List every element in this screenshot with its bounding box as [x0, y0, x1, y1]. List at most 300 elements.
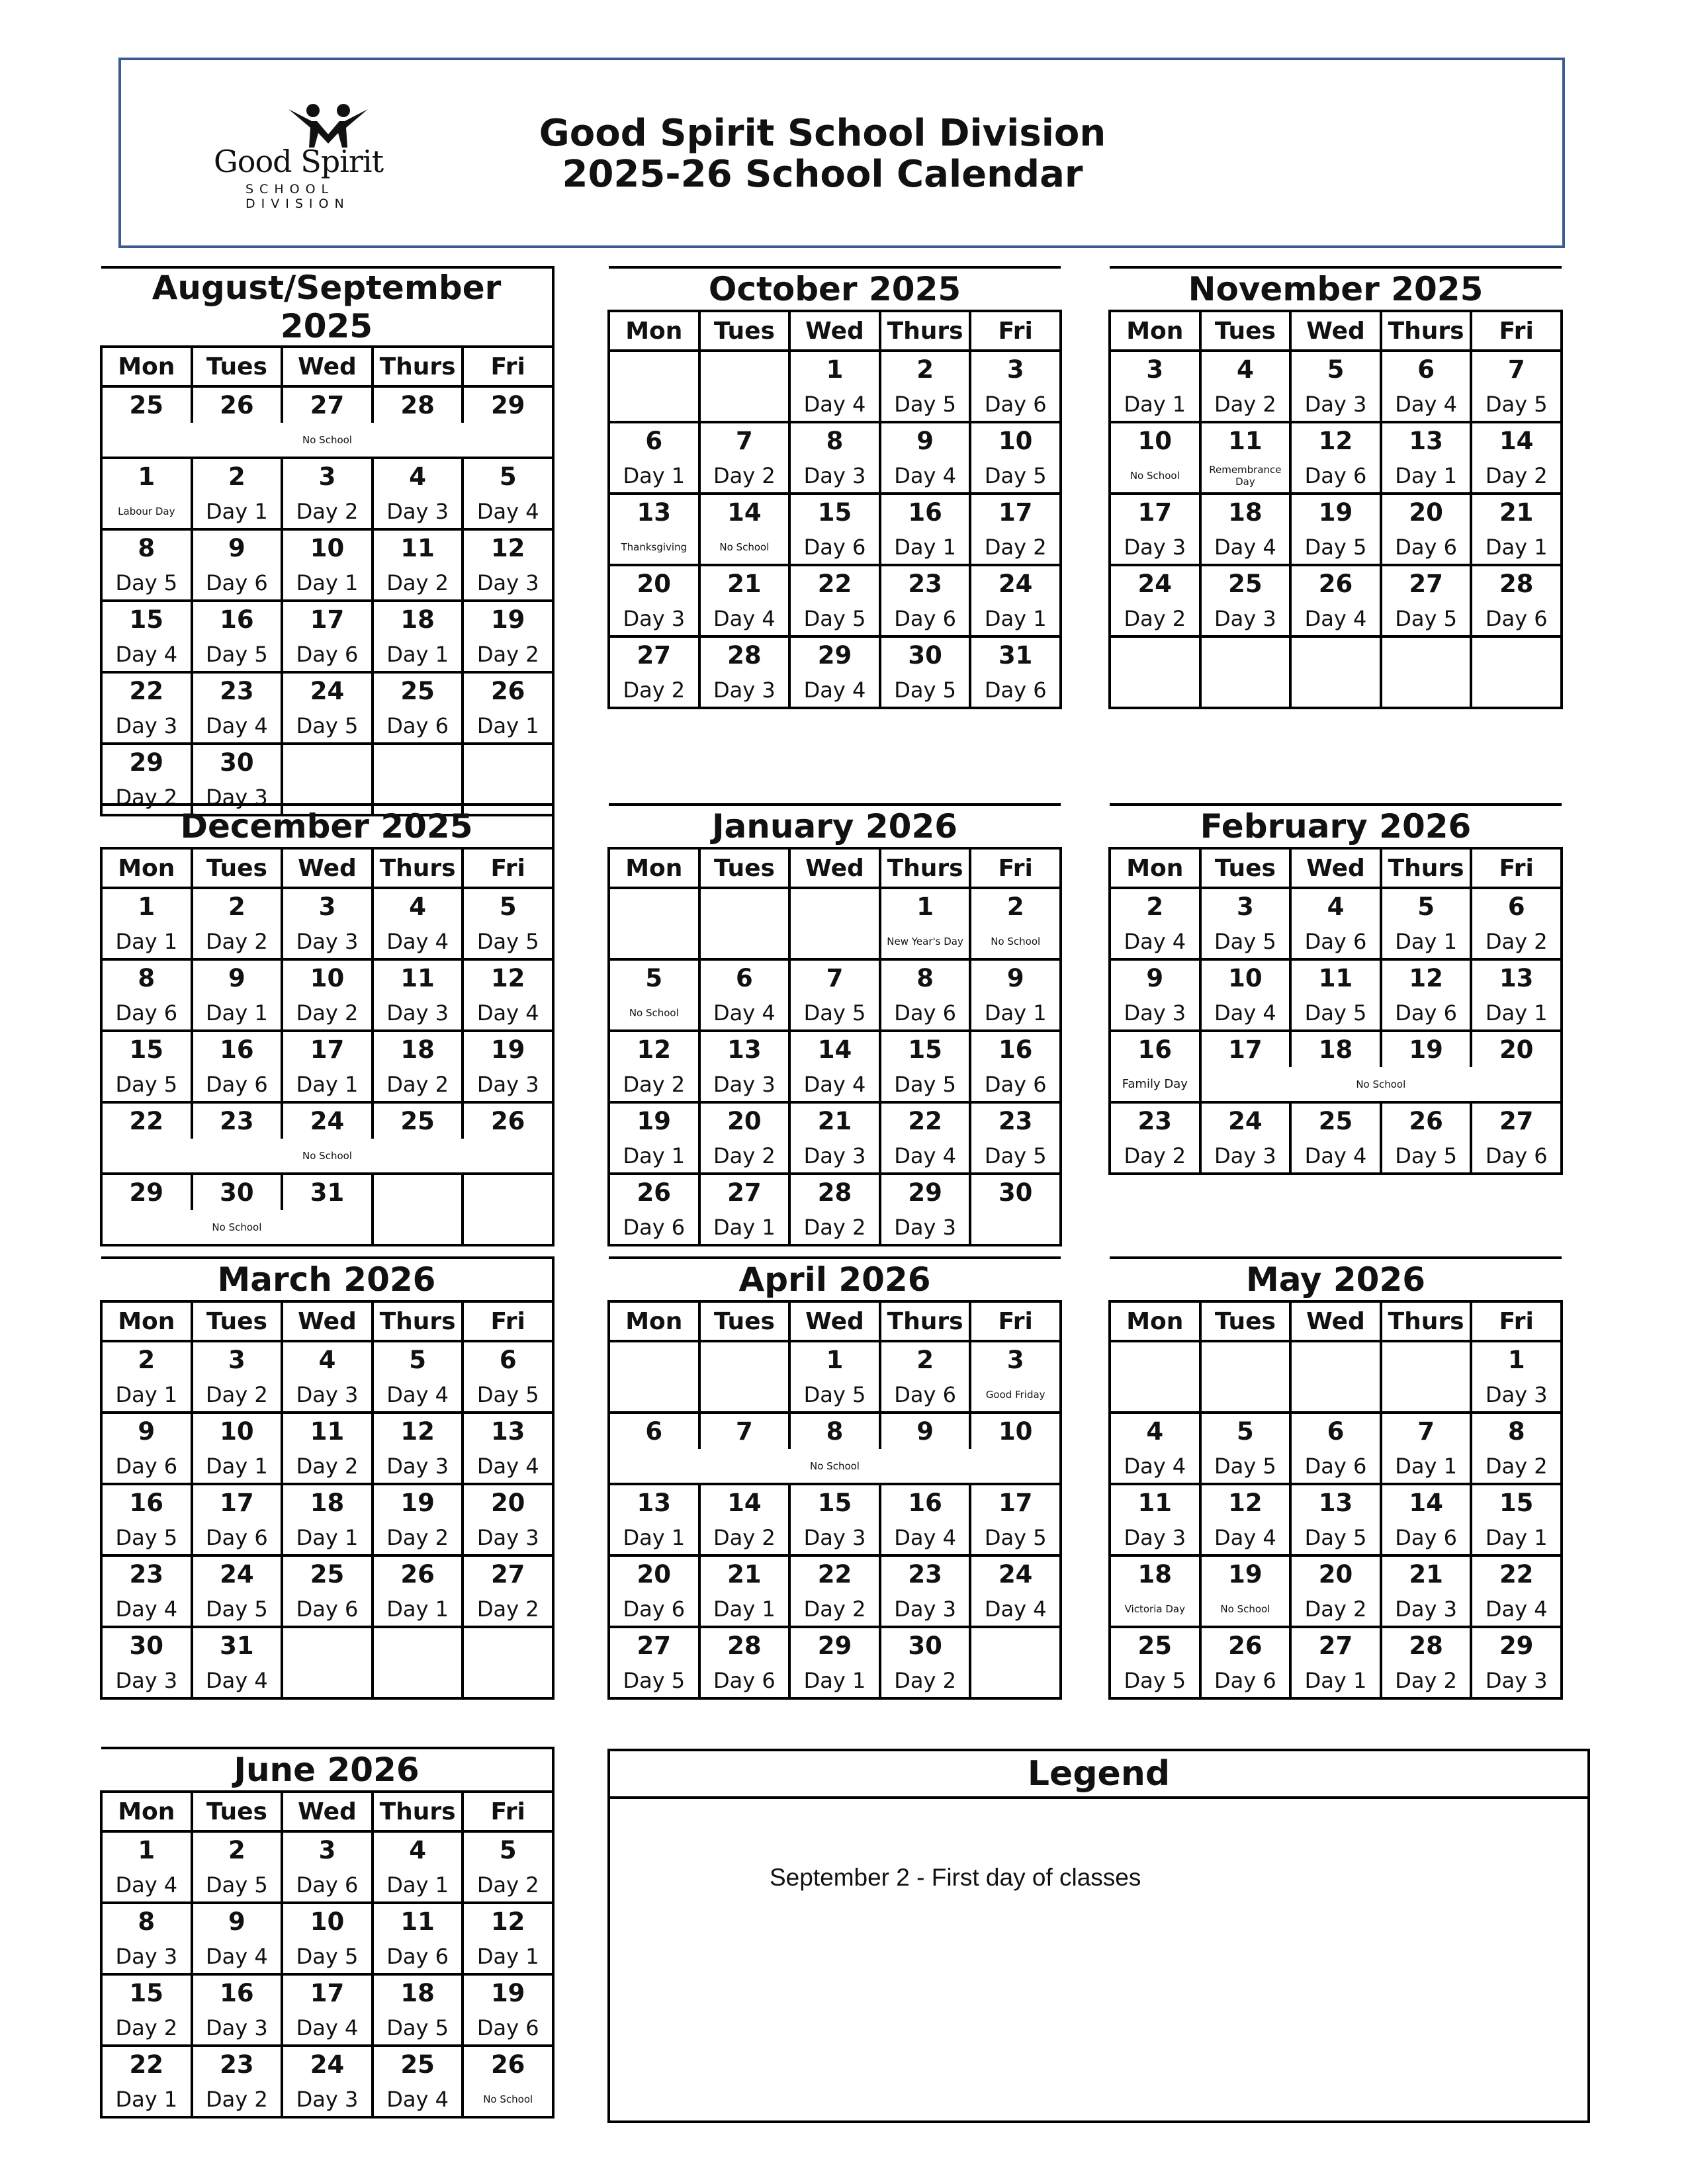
weekday-header: Fri: [463, 347, 553, 386]
date-number: [463, 1174, 553, 1210]
date-number: 16: [101, 1484, 192, 1520]
day-note: Victoria Day: [1110, 1592, 1200, 1627]
date-number: 16: [192, 1974, 283, 2011]
weekday-header: Fri: [1471, 1301, 1562, 1341]
date-number: 3: [970, 1341, 1061, 1377]
date-number: 26: [463, 672, 553, 709]
rotation-day: Day 2: [282, 996, 373, 1031]
date-number: 19: [463, 1974, 553, 2011]
date-number: 23: [1110, 1102, 1200, 1139]
rotation-day: Day 6: [373, 709, 463, 744]
date-number: 29: [880, 1174, 971, 1210]
rotation-day: Day 3: [699, 673, 790, 708]
rotation-day: Day 5: [1200, 1449, 1291, 1484]
date-number: 17: [970, 1484, 1061, 1520]
rotation-day: Day 5: [880, 387, 971, 422]
date-number: 18: [373, 1031, 463, 1067]
date-number: 31: [282, 1174, 373, 1210]
rotation-day: Day 6: [1381, 1520, 1472, 1555]
rotation-day: Day 1: [880, 530, 971, 565]
weekday-header: Fri: [463, 848, 553, 888]
rotation-day: Day 5: [101, 1520, 192, 1555]
date-number: 7: [1471, 351, 1562, 387]
date-number: 9: [1110, 959, 1200, 996]
date-number: 27: [1381, 565, 1472, 601]
rotation-day: Day 6: [1290, 924, 1381, 959]
date-number: 25: [1290, 1102, 1381, 1139]
date-number: 24: [282, 1102, 373, 1139]
rotation-day: Day 4: [880, 1520, 971, 1555]
logo-text: Good Spirit: [214, 144, 384, 179]
rotation-day: Day 5: [282, 1939, 373, 1974]
date-number: 4: [282, 1341, 373, 1377]
date-number: [609, 351, 699, 387]
weekday-header: Thurs: [373, 347, 463, 386]
date-number: 23: [101, 1555, 192, 1592]
date-number: 10: [192, 1413, 283, 1449]
date-number: 13: [463, 1413, 553, 1449]
rotation-day: Day 1: [1381, 924, 1472, 959]
date-number: 21: [1381, 1555, 1472, 1592]
date-number: 3: [282, 458, 373, 494]
date-number: 17: [1200, 1031, 1291, 1067]
date-number: 21: [699, 565, 790, 601]
date-number: 3: [282, 1831, 373, 1868]
date-number: 12: [1381, 959, 1472, 996]
rotation-day: Day 6: [609, 1210, 699, 1245]
rotation-day: [1381, 1377, 1472, 1413]
date-number: [463, 1627, 553, 1663]
rotation-day: Day 5: [1110, 1663, 1200, 1698]
date-number: 5: [463, 888, 553, 924]
rotation-day: [970, 1210, 1061, 1245]
date-number: [373, 1627, 463, 1663]
date-number: [609, 888, 699, 924]
rotation-day: Day 2: [373, 1520, 463, 1555]
date-number: 1: [101, 888, 192, 924]
rotation-day: Day 4: [463, 996, 553, 1031]
date-number: 29: [789, 636, 880, 673]
rotation-day: Day 5: [1381, 601, 1472, 636]
date-number: 28: [789, 1174, 880, 1210]
date-number: 26: [373, 1555, 463, 1592]
rotation-day: Day 5: [1200, 924, 1291, 959]
weekday-header: Wed: [1290, 848, 1381, 888]
rotation-day: Day 6: [1471, 601, 1562, 636]
day-note: No School: [970, 924, 1061, 959]
date-number: 18: [373, 1974, 463, 2011]
weekday-header: Mon: [101, 848, 192, 888]
date-number: 17: [192, 1484, 283, 1520]
date-number: 24: [1200, 1102, 1291, 1139]
date-number: 26: [463, 2046, 553, 2082]
date-number: 1: [101, 1831, 192, 1868]
rotation-day: Day 5: [463, 1377, 553, 1413]
date-number: 17: [282, 1974, 373, 2011]
rotation-day: Day 5: [1290, 530, 1381, 565]
month-calendar: [100, 803, 555, 1246]
date-number: 27: [609, 636, 699, 673]
date-number: 7: [699, 1413, 790, 1449]
rotation-day: Day 3: [1471, 1377, 1562, 1413]
rotation-day: Day 3: [463, 1520, 553, 1555]
month-title: October 2025: [609, 267, 1061, 311]
date-number: [609, 1341, 699, 1377]
date-number: 20: [609, 565, 699, 601]
rotation-day: Day 1: [1381, 459, 1472, 494]
rotation-day: Day 4: [880, 459, 971, 494]
month-title: December 2025: [101, 805, 553, 848]
month-calendar: [607, 266, 1062, 709]
day-note: No School: [101, 423, 553, 458]
date-number: 8: [789, 1413, 880, 1449]
rotation-day: Day 2: [789, 1210, 880, 1245]
date-number: [1381, 1341, 1472, 1377]
date-number: 11: [1110, 1484, 1200, 1520]
date-number: 23: [880, 1555, 971, 1592]
day-note: No School: [609, 1449, 1061, 1484]
date-number: 19: [1290, 494, 1381, 530]
rotation-day: Day 4: [1381, 387, 1472, 422]
date-number: 8: [101, 529, 192, 566]
rotation-day: Day 1: [699, 1592, 790, 1627]
rotation-day: Day 2: [880, 1663, 971, 1698]
rotation-day: Day 5: [970, 459, 1061, 494]
rotation-day: Day 1: [463, 709, 553, 744]
date-number: 5: [609, 959, 699, 996]
rotation-day: Day 4: [373, 924, 463, 959]
page-title: [492, 113, 1153, 195]
rotation-day: [1200, 673, 1291, 708]
date-number: 4: [1290, 888, 1381, 924]
rotation-day: Day 3: [463, 566, 553, 601]
rotation-day: Day 4: [880, 1139, 971, 1174]
date-number: 16: [880, 1484, 971, 1520]
rotation-day: Day 6: [970, 1067, 1061, 1102]
rotation-day: Day 3: [373, 996, 463, 1031]
date-number: 25: [282, 1555, 373, 1592]
weekday-header: Tues: [699, 1301, 790, 1341]
logo-figures-icon: [285, 103, 371, 149]
date-number: 2: [970, 888, 1061, 924]
date-number: [1381, 636, 1472, 673]
weekday-header: Mon: [101, 1301, 192, 1341]
rotation-day: [609, 1377, 699, 1413]
title-line-1: Good Spirit School Division: [539, 112, 1106, 155]
rotation-day: Day 2: [101, 780, 192, 815]
date-number: 3: [282, 888, 373, 924]
date-number: [1110, 636, 1200, 673]
rotation-day: Day 6: [192, 1520, 283, 1555]
rotation-day: Day 5: [789, 1377, 880, 1413]
title-line-2: 2025-26 School Calendar: [562, 153, 1083, 196]
weekday-header: Tues: [1200, 1301, 1291, 1341]
date-number: 14: [699, 494, 790, 530]
weekday-header: Mon: [101, 1792, 192, 1831]
date-number: 26: [192, 386, 283, 423]
date-number: 2: [880, 351, 971, 387]
date-number: 17: [282, 601, 373, 637]
rotation-day: Day 6: [192, 566, 283, 601]
weekday-header: Mon: [101, 347, 192, 386]
rotation-day: Day 3: [101, 1663, 192, 1698]
date-number: 5: [1381, 888, 1472, 924]
date-number: 4: [1110, 1413, 1200, 1449]
rotation-day: [282, 1663, 373, 1698]
date-number: 12: [373, 1413, 463, 1449]
date-number: [282, 744, 373, 780]
date-number: 26: [1381, 1102, 1472, 1139]
weekday-header: Tues: [192, 1792, 283, 1831]
date-number: 20: [609, 1555, 699, 1592]
rotation-day: Day 3: [373, 494, 463, 529]
date-number: 4: [1200, 351, 1291, 387]
rotation-day: [699, 924, 790, 959]
date-number: 11: [373, 959, 463, 996]
rotation-day: Day 1: [463, 1939, 553, 1974]
date-number: 7: [789, 959, 880, 996]
rotation-day: Day 4: [789, 387, 880, 422]
date-number: 15: [1471, 1484, 1562, 1520]
date-number: [1290, 636, 1381, 673]
date-number: 2: [192, 888, 283, 924]
rotation-day: Day 6: [699, 1663, 790, 1698]
date-number: 18: [373, 601, 463, 637]
date-number: 6: [1290, 1413, 1381, 1449]
rotation-day: Day 3: [1471, 1663, 1562, 1698]
day-note: No School: [101, 1139, 553, 1174]
rotation-day: Day 3: [789, 1139, 880, 1174]
month-title: June 2026: [101, 1748, 553, 1792]
rotation-day: Day 5: [192, 1868, 283, 1903]
rotation-day: Day 3: [373, 1449, 463, 1484]
rotation-day: Day 2: [1200, 387, 1291, 422]
month-title: April 2026: [609, 1258, 1061, 1301]
date-number: 12: [1290, 422, 1381, 459]
date-number: 12: [463, 959, 553, 996]
date-number: 28: [699, 1627, 790, 1663]
date-number: [1110, 1341, 1200, 1377]
date-number: 16: [970, 1031, 1061, 1067]
date-number: 11: [373, 529, 463, 566]
date-number: 10: [1110, 422, 1200, 459]
rotation-day: Day 3: [699, 1067, 790, 1102]
date-number: 13: [609, 1484, 699, 1520]
weekday-header: Tues: [1200, 848, 1291, 888]
rotation-day: Day 1: [373, 637, 463, 672]
rotation-day: Day 3: [1110, 530, 1200, 565]
day-note: No School: [1200, 1067, 1562, 1102]
date-number: 16: [880, 494, 971, 530]
date-number: 19: [463, 601, 553, 637]
date-number: 28: [699, 636, 790, 673]
rotation-day: [1471, 673, 1562, 708]
date-number: 10: [282, 529, 373, 566]
date-number: 13: [1290, 1484, 1381, 1520]
date-number: 27: [1471, 1102, 1562, 1139]
rotation-day: Day 1: [282, 1067, 373, 1102]
rotation-day: [1200, 1377, 1291, 1413]
day-note: No School: [463, 2082, 553, 2117]
day-note: Thanksgiving: [609, 530, 699, 565]
rotation-day: Day 6: [880, 996, 971, 1031]
rotation-day: Day 6: [1290, 1449, 1381, 1484]
day-note: New Year's Day: [880, 924, 971, 959]
date-number: 21: [1471, 494, 1562, 530]
date-number: 15: [101, 601, 192, 637]
month-calendar: [100, 1747, 555, 2118]
rotation-day: Day 4: [1200, 1520, 1291, 1555]
rotation-day: [609, 387, 699, 422]
rotation-day: Day 1: [970, 601, 1061, 636]
date-number: 11: [373, 1903, 463, 1939]
rotation-day: Day 6: [970, 673, 1061, 708]
rotation-day: Day 2: [1381, 1663, 1472, 1698]
date-number: 26: [463, 1102, 553, 1139]
rotation-day: Day 6: [609, 1592, 699, 1627]
date-number: 30: [192, 1174, 283, 1210]
rotation-day: [699, 387, 790, 422]
rotation-day: Day 1: [101, 924, 192, 959]
day-note: No School: [1110, 459, 1200, 494]
logo-subtext: SCHOOL DIVISION: [245, 182, 350, 211]
date-number: [970, 1627, 1061, 1663]
date-number: 5: [373, 1341, 463, 1377]
weekday-header: Fri: [970, 848, 1061, 888]
date-number: 7: [1381, 1413, 1472, 1449]
rotation-day: Day 3: [789, 459, 880, 494]
date-number: 19: [609, 1102, 699, 1139]
rotation-day: Day 4: [101, 1868, 192, 1903]
rotation-day: Day 4: [1200, 530, 1291, 565]
rotation-day: Day 4: [282, 2011, 373, 2046]
date-number: 8: [1471, 1413, 1562, 1449]
weekday-header: Mon: [609, 311, 699, 351]
weekday-header: Mon: [609, 1301, 699, 1341]
date-number: 13: [1471, 959, 1562, 996]
date-number: 29: [101, 744, 192, 780]
date-number: 23: [192, 2046, 283, 2082]
rotation-day: Day 1: [373, 1868, 463, 1903]
weekday-header: Wed: [789, 1301, 880, 1341]
rotation-day: Day 6: [463, 2011, 553, 2046]
date-number: 28: [1471, 565, 1562, 601]
date-number: 9: [192, 529, 283, 566]
date-number: [1471, 636, 1562, 673]
rotation-day: [463, 1663, 553, 1698]
date-number: 16: [192, 1031, 283, 1067]
rotation-day: Day 6: [101, 1449, 192, 1484]
rotation-day: Day 2: [1471, 459, 1562, 494]
rotation-day: Day 3: [1290, 387, 1381, 422]
rotation-day: Day 6: [1200, 1663, 1291, 1698]
date-number: 3: [192, 1341, 283, 1377]
date-number: 15: [101, 1974, 192, 2011]
weekday-header: Thurs: [373, 1301, 463, 1341]
weekday-header: Tues: [192, 848, 283, 888]
date-number: 22: [101, 672, 192, 709]
date-number: 22: [789, 565, 880, 601]
rotation-day: Day 2: [699, 459, 790, 494]
date-number: 15: [880, 1031, 971, 1067]
date-number: 4: [373, 888, 463, 924]
date-number: [789, 888, 880, 924]
day-note: No School: [699, 530, 790, 565]
rotation-day: Day 3: [192, 2011, 283, 2046]
rotation-day: Day 4: [1471, 1592, 1562, 1627]
date-number: 19: [1200, 1555, 1291, 1592]
date-number: 24: [282, 672, 373, 709]
date-number: 26: [1200, 1627, 1291, 1663]
rotation-day: Day 2: [282, 1449, 373, 1484]
rotation-day: Day 4: [192, 1939, 283, 1974]
date-number: 27: [282, 386, 373, 423]
rotation-day: Day 3: [282, 924, 373, 959]
rotation-day: [1110, 1377, 1200, 1413]
date-number: [1200, 636, 1291, 673]
rotation-day: Day 1: [970, 996, 1061, 1031]
rotation-day: [463, 1210, 553, 1245]
rotation-day: Day 5: [1381, 1139, 1472, 1174]
weekday-header: Fri: [1471, 311, 1562, 351]
day-note: Family Day: [1110, 1067, 1200, 1102]
day-note: No School: [1200, 1592, 1291, 1627]
date-number: 8: [101, 1903, 192, 1939]
date-number: [1200, 1341, 1291, 1377]
rotation-day: Day 3: [1110, 1520, 1200, 1555]
date-number: [1290, 1341, 1381, 1377]
rotation-day: Day 1: [192, 996, 283, 1031]
weekday-header: Thurs: [880, 848, 971, 888]
rotation-day: Day 4: [1200, 996, 1291, 1031]
date-number: 10: [970, 1413, 1061, 1449]
date-number: 13: [609, 494, 699, 530]
date-number: 10: [1200, 959, 1291, 996]
rotation-day: Day 1: [1381, 1449, 1472, 1484]
date-number: 24: [282, 2046, 373, 2082]
weekday-header: Wed: [789, 848, 880, 888]
date-number: 1: [1471, 1341, 1562, 1377]
date-number: 14: [789, 1031, 880, 1067]
rotation-day: Day 2: [282, 494, 373, 529]
date-number: [373, 744, 463, 780]
rotation-day: Day 4: [970, 1592, 1061, 1627]
rotation-day: [1290, 673, 1381, 708]
weekday-header: Fri: [463, 1301, 553, 1341]
weekday-header: Tues: [699, 848, 790, 888]
date-number: 17: [282, 1031, 373, 1067]
date-number: [699, 888, 790, 924]
rotation-day: Day 1: [609, 459, 699, 494]
month-title: November 2025: [1110, 267, 1562, 311]
rotation-day: Day 1: [609, 1520, 699, 1555]
date-number: 19: [373, 1484, 463, 1520]
weekday-header: Thurs: [373, 1792, 463, 1831]
rotation-day: Day 6: [880, 601, 971, 636]
date-number: 28: [1381, 1627, 1472, 1663]
date-number: 20: [463, 1484, 553, 1520]
rotation-day: Day 2: [1471, 1449, 1562, 1484]
date-number: 22: [880, 1102, 971, 1139]
date-number: 21: [789, 1102, 880, 1139]
rotation-day: Day 3: [880, 1592, 971, 1627]
rotation-day: Day 1: [1290, 1663, 1381, 1698]
date-number: 2: [192, 1831, 283, 1868]
date-number: 1: [789, 1341, 880, 1377]
rotation-day: Day 6: [282, 1868, 373, 1903]
date-number: 25: [1200, 565, 1291, 601]
rotation-day: Day 2: [192, 2082, 283, 2117]
